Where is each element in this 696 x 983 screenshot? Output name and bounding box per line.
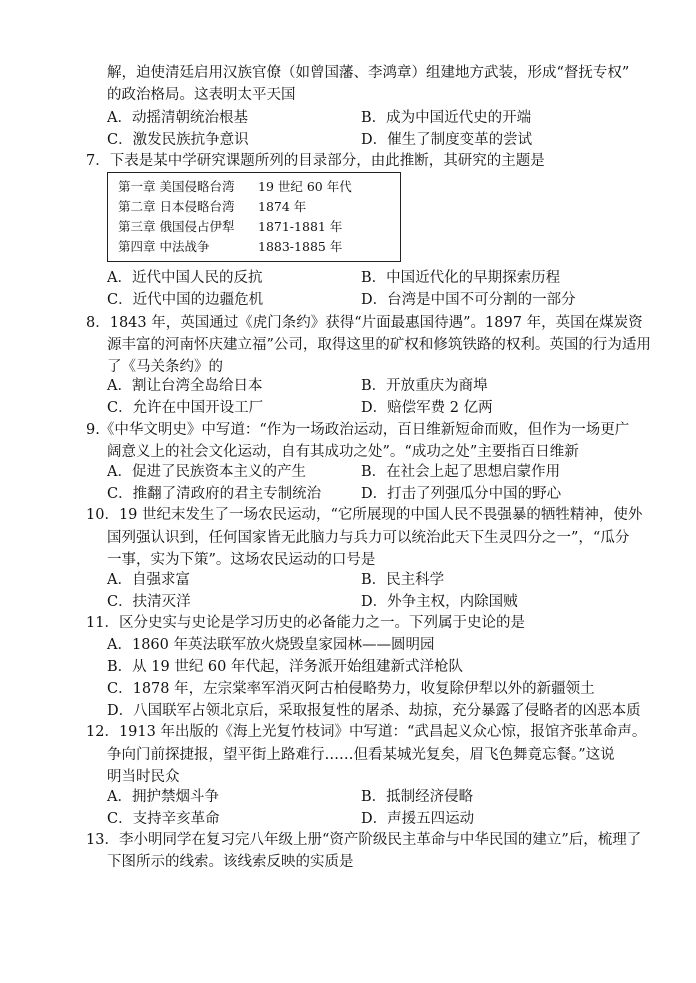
- q10-option-d: D．外争主权，内除国贼: [361, 594, 518, 610]
- q8-stem-line-3: 了《马关条约》的: [107, 359, 223, 375]
- q11-option-b: B．从 19 世纪 60 年代起，洋务派开始组建新式洋枪队: [107, 659, 463, 675]
- q12-stem-line-2: 争向门前探捷报，望平街上路难行……但看某城光复矣，眉飞色舞竟忘餐。”这说: [107, 747, 615, 763]
- q10-stem-line-2: 国列强认识到，任何国家皆无此脑力与兵力可以统治此天下生灵四分之一”，“瓜分: [107, 530, 630, 546]
- q8-option-d: D．赔偿军费 2 亿两: [361, 400, 493, 416]
- q10-option-c: C．扶清灭洋: [107, 594, 191, 610]
- q7-option-d: D．台湾是中国不可分割的一部分: [361, 292, 576, 308]
- q11-stem: 11．区分史实与史论是学习历史的必备能力之一。下列属于史论的是: [86, 615, 525, 631]
- q9-stem-line-2: 阔意义上的社会文化运动，自有其成功之处”。“成功之处”主要指百日维新: [107, 444, 579, 460]
- q7-option-a: A．近代中国人民的反抗: [107, 270, 263, 286]
- q8-stem-line-2: 源丰富的河南怀庆建立福”公司，取得这里的矿权和修筑铁路的权利。英国的行为适用: [107, 337, 651, 353]
- q7-stem: 7．下表是某中学研究课题所列的目录部分，由此推断，其研究的主题是: [86, 153, 545, 169]
- q12-option-d: D．声援五四运动: [361, 811, 475, 827]
- q9-option-a: A．促进了民族资本主义的产生: [107, 464, 306, 480]
- q9-option-d: D．打击了列强瓜分中国的野心: [361, 486, 562, 502]
- q13-stem-line-1: 13．李小明同学在复习完八年级上册“资产阶级民主革命与中华民国的建立”后，梳理了: [86, 832, 642, 848]
- q11-option-d: D．八国联军占领北京后，采取报复性的屠杀、劫掠，充分暴露了侵略者的凶恶本质: [107, 703, 641, 719]
- q7-option-c: C．近代中国的边疆危机: [107, 292, 264, 308]
- q7-table-chapter-2: 第二章 日本侵略台湾: [118, 199, 235, 214]
- q10-stem-line-3: 一事，实为下策”。这场农民运动的口号是: [107, 552, 376, 568]
- q13-stem-line-2: 下图所示的线索。该线索反映的实质是: [107, 854, 354, 870]
- q6-stem-line-2: 的政治格局。这表明太平天国: [107, 87, 296, 103]
- q10-option-a: A．自强求富: [107, 572, 190, 588]
- q6-option-a: A．动摇清朝统治根基: [107, 110, 248, 126]
- q6-stem-line-1: 解，迫使清廷启用汉族官僚（如曾国藩、李鸿章）组建地方武装，形成“督抚专权”: [107, 65, 630, 81]
- q7-option-b: B．中国近代化的早期探索历程: [361, 270, 561, 286]
- q8-option-b: B．开放重庆为商埠: [361, 378, 488, 394]
- q7-table-time-3: 1871-1881 年: [258, 219, 343, 234]
- q12-option-b: B．抵制经济侵略: [361, 789, 474, 805]
- q7-table-time-2: 1874 年: [258, 199, 307, 214]
- q7-table-chapter-1: 第一章 美国侵略台湾: [118, 179, 235, 194]
- q10-option-b: B．民主科学: [361, 572, 445, 588]
- q7-table-chapter-3: 第三章 俄国侵占伊犁: [118, 219, 235, 234]
- q7-table-chapter-4: 第四章 中法战争: [118, 239, 210, 254]
- q11-option-a: A．1860 年英法联军放火烧毁皇家园林——圆明园: [107, 637, 435, 653]
- q6-option-b: B．成为中国近代史的开端: [361, 110, 532, 126]
- q6-option-c: C．激发民族抗争意识: [107, 132, 249, 148]
- q7-table-time-1: 19 世纪 60 年代: [258, 179, 352, 194]
- q11-option-c: C．1878 年，左宗棠率军消灭阿古柏侵略势力，收复除伊犁以外的新疆领土: [107, 681, 595, 697]
- q12-option-a: A．拥护禁烟斗争: [107, 789, 219, 805]
- q9-stem-line-1: 9.《中华文明史》中写道：“作为一场政治运动，百日维新短命而败，但作为一场更广: [86, 422, 630, 438]
- q9-option-c: C．推翻了清政府的君主专制统治: [107, 486, 322, 502]
- q7-table-time-4: 1883-1885 年: [258, 239, 343, 254]
- q8-option-a: A．割让台湾全岛给日本: [107, 378, 263, 394]
- q6-option-d: D．催生了制度变革的尝试: [361, 132, 533, 148]
- q9-option-b: B．在社会上起了思想启蒙作用: [361, 464, 561, 480]
- q10-stem-line-1: 10．19 世纪末发生了一场农民运动，“它所展现的中国人民不畏强暴的牺牲精神，使外: [86, 507, 643, 523]
- q8-stem-line-1: 8．1843 年，英国通过《虎门条约》获得“片面最惠国待遇”。1897 年，英国在煤炭资: [86, 315, 643, 331]
- q8-option-c: C．允许在中国开设工厂: [107, 400, 264, 416]
- q12-stem-line-1: 12．1913 年出版的《海上光复竹枝词》中写道：“武昌起义众心惊，报馆齐张革命声。: [86, 724, 647, 740]
- q12-stem-line-3: 明当时民众: [107, 769, 180, 785]
- q12-option-c: C．支持辛亥革命: [107, 811, 220, 827]
- q7-table: [107, 172, 401, 262]
